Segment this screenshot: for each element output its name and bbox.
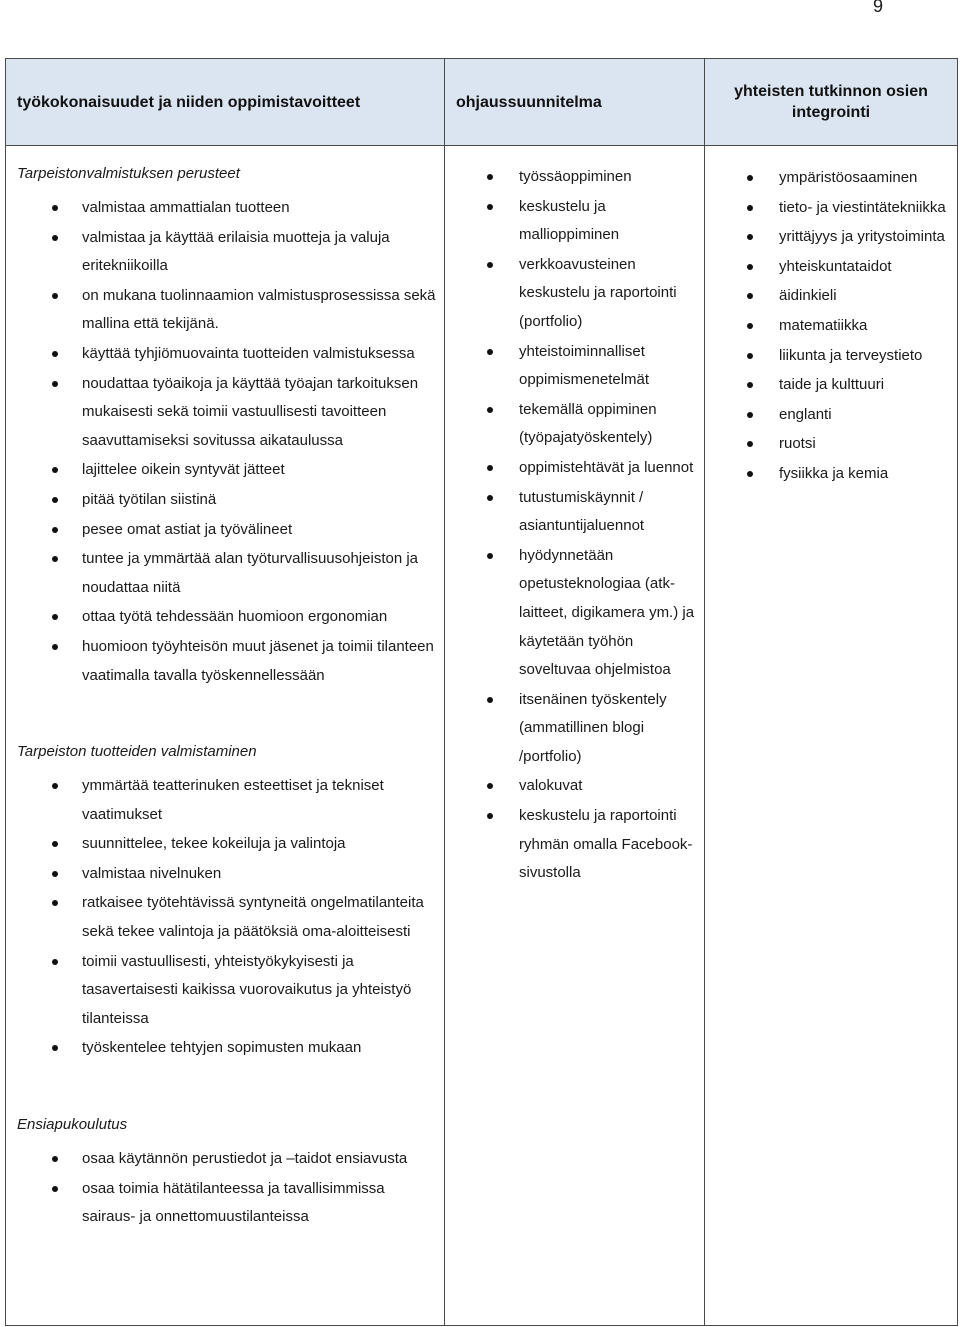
learning-goals-cell (6, 146, 445, 1326)
list-item: ottaa työtä tehdessään huomioon ergonomian (17, 603, 440, 632)
list-item: pitää työtilan siistinä (17, 486, 440, 515)
bullet-icon (52, 527, 58, 533)
list-item: osaa käytännön perustiedot ja –taidot ensiavusta (17, 1145, 440, 1174)
list-item: ruotsi (747, 430, 953, 459)
list-item: valmistaa nivelnuken (17, 860, 440, 889)
section-tuotteiden-valmistaminen (17, 742, 440, 1063)
bullet-icon (487, 465, 493, 471)
table-header-row (6, 59, 958, 146)
list-item: liikunta ja terveystieto (747, 342, 953, 371)
list-item: verkkoavusteinen keskustelu ja raportointi (portfolio) (487, 251, 700, 337)
goal-list (17, 772, 440, 1063)
list-item: osaa toimia hätätilanteessa ja tavallisimmissa sairaus- ja onnettomuustilanteissa (17, 1175, 440, 1232)
bullet-icon (487, 813, 493, 819)
bullet-icon (52, 871, 58, 877)
bullet-icon (487, 204, 493, 210)
list-item: äidinkieli (747, 282, 953, 311)
bullet-icon (52, 841, 58, 847)
curriculum-table (5, 58, 958, 1326)
list-item: toimii vastuullisesti, yhteistyökykyisesti ja tasavertaisesti kaikissa vuorovaikutus ja yhteistyö tilanteissa (17, 948, 440, 1034)
list-item: työssäoppiminen (487, 163, 700, 192)
bullet-icon (747, 323, 753, 329)
bullet-icon (487, 349, 493, 355)
list-item: suunnittelee, tekee kokeiluja ja valintoja (17, 830, 440, 859)
section-ensiapukoulutus (17, 1115, 440, 1232)
bullet-icon (52, 205, 58, 211)
bullet-icon (52, 614, 58, 620)
bullet-icon (52, 235, 58, 241)
bullet-icon (52, 497, 58, 503)
list-item: valmistaa ammattialan tuotteen (17, 194, 440, 223)
bullet-icon (747, 264, 753, 270)
list-item: ympäristöosaaminen (747, 164, 953, 193)
list-item: on mukana tuolinnaamion valmistusprosessissa sekä mallina että tekijänä. (17, 282, 440, 339)
list-item: tieto- ja viestintätekniikka (747, 194, 953, 223)
list-item: matematiikka (747, 312, 953, 341)
goal-list (17, 1145, 440, 1232)
bullet-icon (487, 262, 493, 268)
section-title: Tarpeistonvalmistuksen perusteet (17, 165, 240, 182)
list-item: tutustumiskäynnit / asiantuntijaluennot (487, 484, 700, 541)
list-item: tekemällä oppiminen (työpajatyöskentely) (487, 396, 700, 453)
list-item: yhteistoiminnalliset oppimismenetelmät (487, 338, 700, 395)
bullet-icon (52, 783, 58, 789)
integration-cell (705, 146, 958, 1326)
bullet-icon (52, 1186, 58, 1192)
bullet-icon (487, 697, 493, 703)
bullet-icon (52, 644, 58, 650)
bullet-icon (747, 441, 753, 447)
bullet-icon (747, 205, 753, 211)
list-item: taide ja kulttuuri (747, 371, 953, 400)
bullet-icon (747, 471, 753, 477)
bullet-icon (52, 1156, 58, 1162)
bullet-icon (747, 412, 753, 418)
list-item: itsenäinen työskentely (ammatillinen blogi /portfolio) (487, 686, 700, 772)
list-item: oppimistehtävät ja luennot (487, 454, 700, 483)
section-tarpeistonvalmistus (17, 164, 440, 690)
bullet-icon (487, 783, 493, 789)
bullet-icon (52, 900, 58, 906)
bullet-icon (747, 175, 753, 181)
bullet-icon (52, 556, 58, 562)
list-item: tuntee ja ymmärtää alan työturvallisuusohjeiston ja noudattaa niitä (17, 545, 440, 602)
bullet-icon (52, 351, 58, 357)
list-item: lajittelee oikein syntyvät jätteet (17, 456, 440, 485)
bullet-icon (747, 353, 753, 359)
page-number: 9 (873, 0, 884, 16)
bullet-icon (52, 381, 58, 387)
list-item: yhteiskuntataidot (747, 253, 953, 282)
list-item: pesee omat astiat ja työvälineet (17, 516, 440, 545)
list-item: käyttää tyhjiömuovainta tuotteiden valmistuksessa (17, 340, 440, 369)
bullet-icon (487, 495, 493, 501)
header-integration: yhteisten tutkinnon osien integrointi (705, 59, 958, 146)
header-guidance-plan: ohjaussuunnitelma (445, 59, 705, 146)
bullet-icon (487, 407, 493, 413)
list-item: noudattaa työaikoja ja käyttää työajan tarkoituksen mukaisesti sekä toimii vastuullisesti tavoitteen saavuttamiseksi sovitussa aikataulussa (17, 370, 440, 456)
guidance-plan-cell (445, 146, 705, 1326)
bullet-icon (747, 382, 753, 388)
list-item: ymmärtää teatterinuken esteettiset ja tekniset vaatimukset (17, 772, 440, 829)
list-item: huomioon työyhteisön muut jäsenet ja toimii tilanteen vaatimalla tavalla työskennellessään (17, 633, 440, 690)
list-item: fysiikka ja kemia (747, 460, 953, 489)
list-item: hyödynnetään opetusteknologiaa (atk-laitteet, digikamera ym.) ja käytetään työhön soveltuvaa ohjelmistoa (487, 542, 700, 685)
section-title: Tarpeiston tuotteiden valmistaminen (17, 743, 257, 761)
bullet-icon (52, 959, 58, 965)
list-item: keskustelu ja raportointi ryhmän omalla Facebook- sivustolla (487, 802, 700, 888)
bullet-icon (52, 293, 58, 299)
bullet-icon (52, 1045, 58, 1051)
bullet-icon (487, 553, 493, 559)
guidance-list (487, 163, 700, 888)
goal-list (17, 194, 440, 690)
list-item: englanti (747, 401, 953, 430)
integration-list (747, 164, 953, 489)
list-item: työskentelee tehtyjen sopimusten mukaan (17, 1034, 440, 1063)
bullet-icon (747, 234, 753, 240)
header-learning-goals: työkokonaisuudet ja niiden oppimistavoitteet (6, 59, 445, 146)
list-item: valmistaa ja käyttää erilaisia muotteja ja valuja eritekniikoilla (17, 224, 440, 281)
list-item: keskustelu ja mallioppiminen (487, 193, 700, 250)
table-body-row (6, 146, 958, 1326)
bullet-icon (487, 174, 493, 180)
bullet-icon (747, 293, 753, 299)
bullet-icon (52, 467, 58, 473)
list-item: yrittäjyys ja yritystoiminta (747, 223, 953, 252)
list-item: ratkaisee työtehtävissä syntyneitä ongelmatilanteita sekä tekee valintoja ja päätöksiä oma-aloitteisesti (17, 889, 440, 946)
list-item: valokuvat (487, 772, 700, 801)
section-title: Ensiapukoulutus (17, 1116, 128, 1134)
